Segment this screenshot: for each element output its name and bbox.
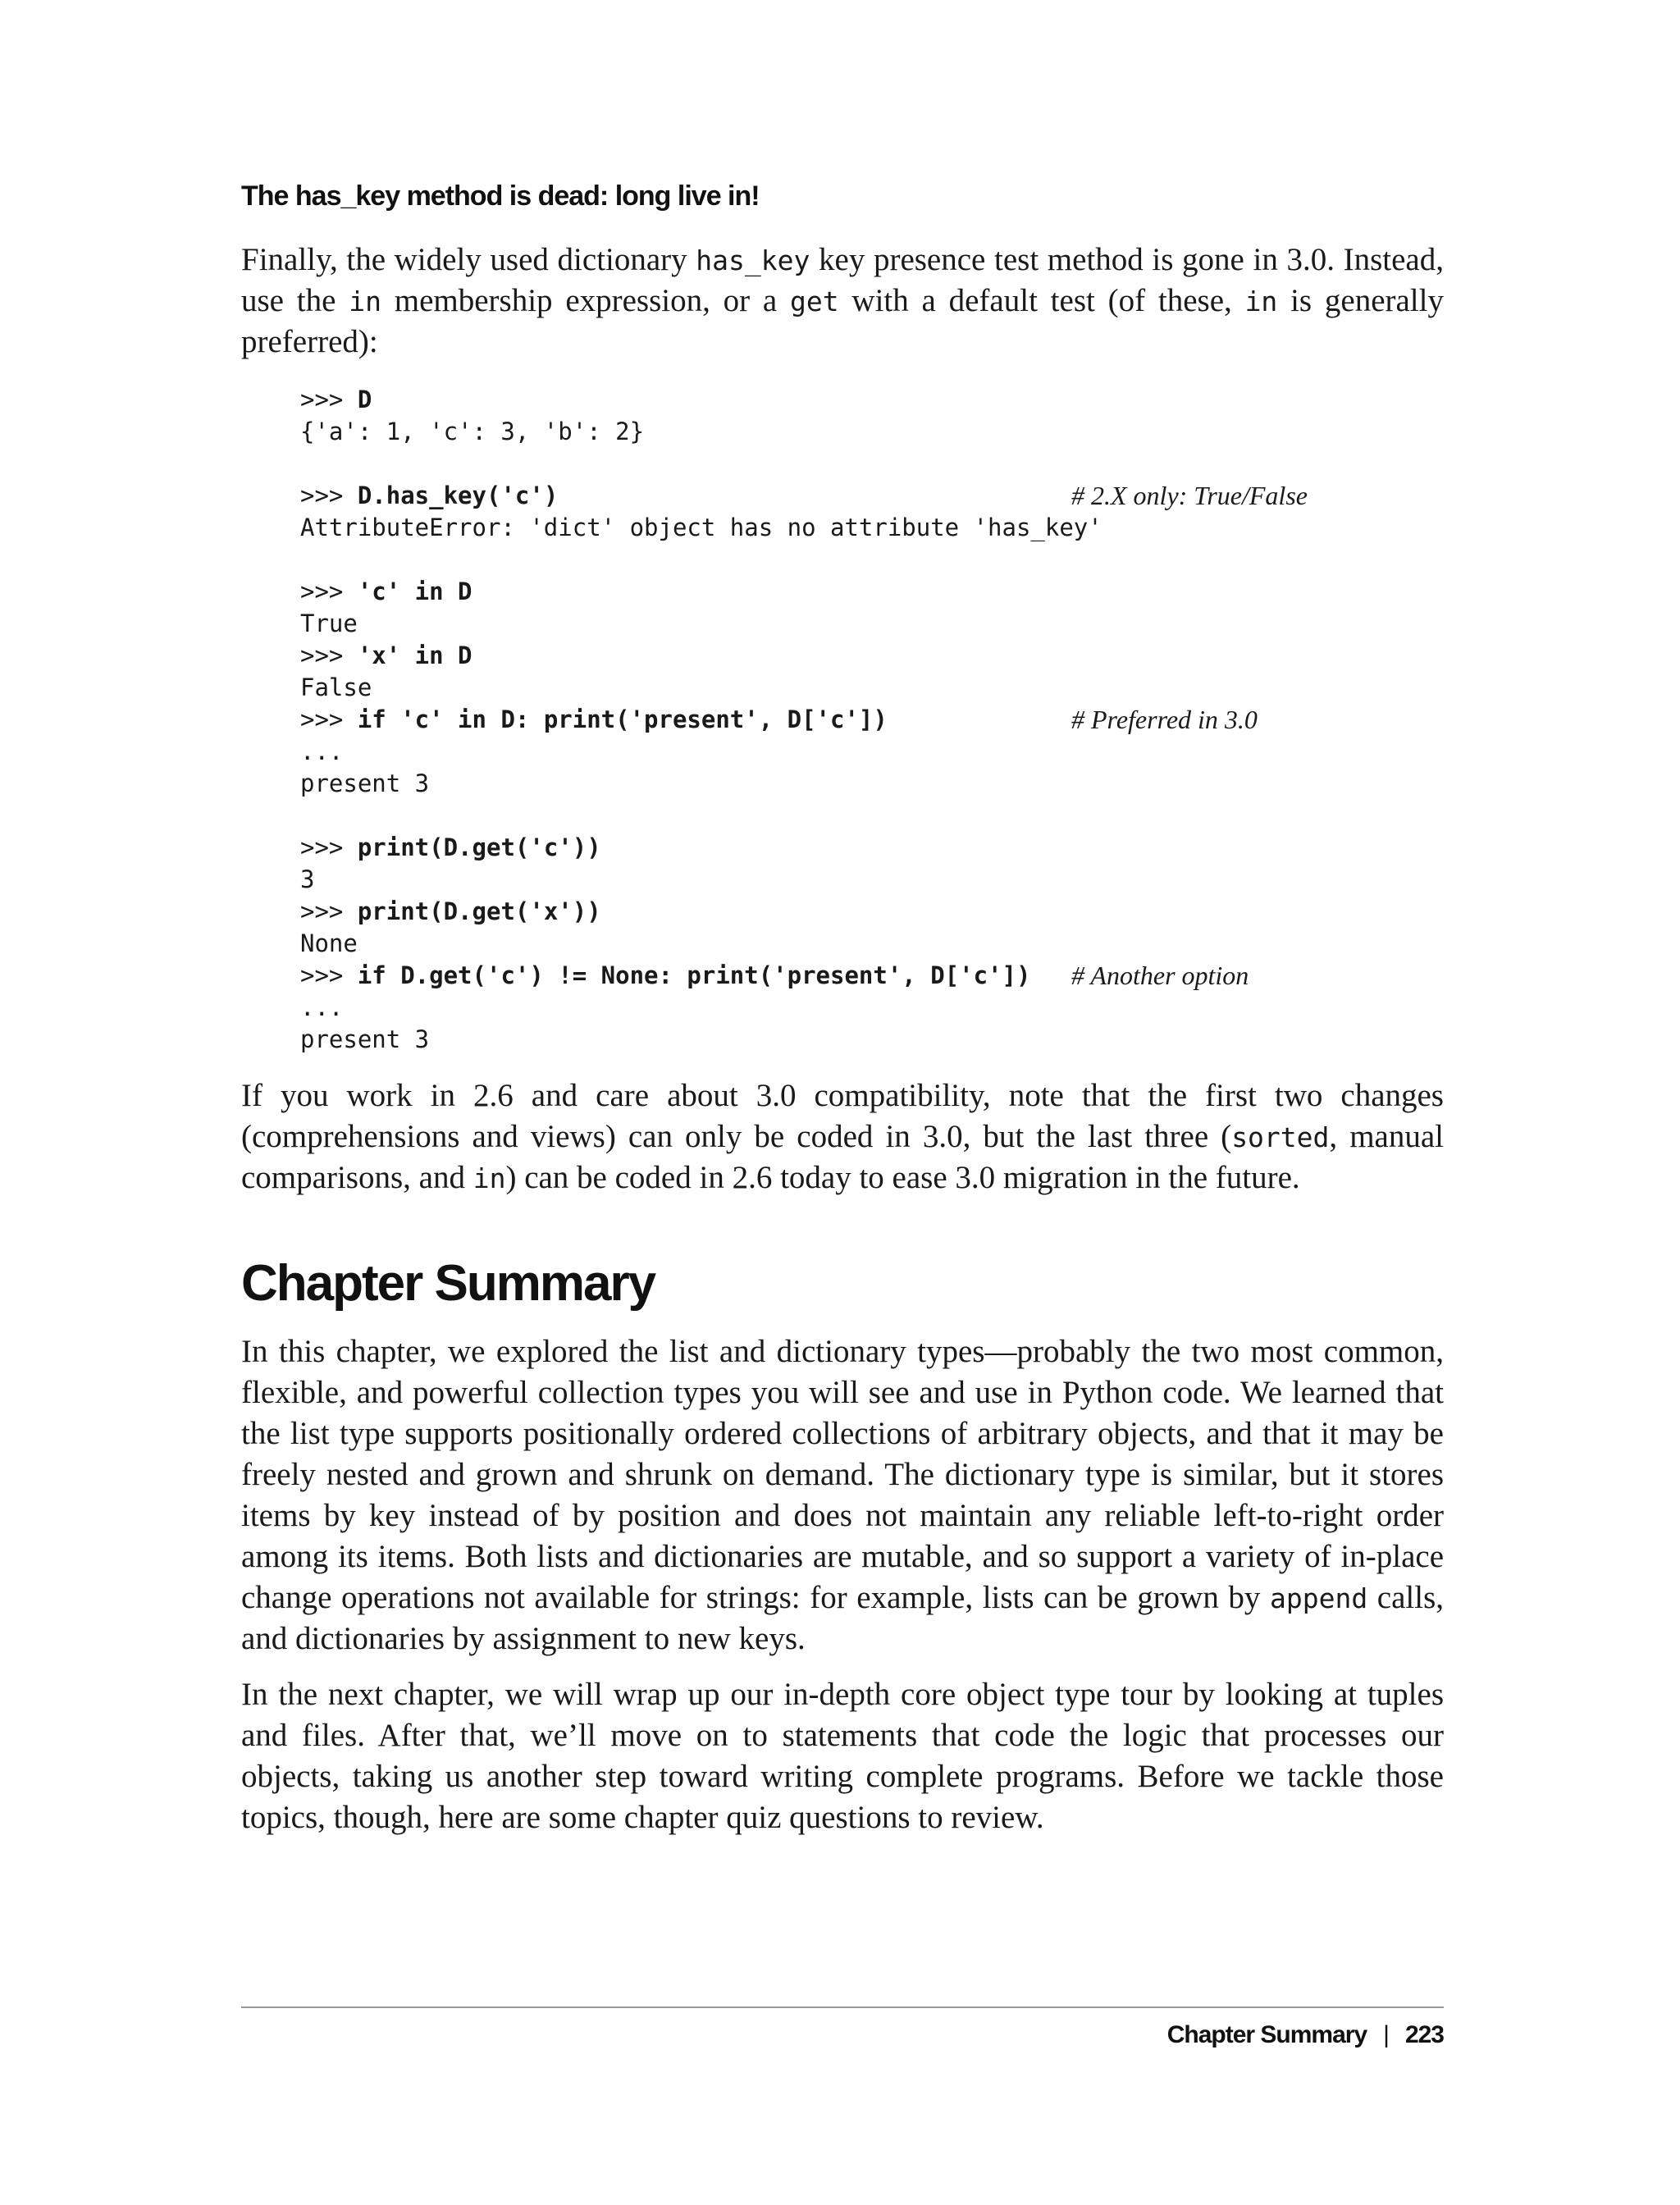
code-line bbox=[300, 640, 1444, 672]
code-line bbox=[300, 736, 1444, 768]
code-output: AttributeError: 'dict' object has no attribute 'has_key' bbox=[300, 514, 1102, 541]
footer-separator: | bbox=[1383, 2021, 1389, 2048]
text-run: If you work in 2.6 and care about 3.0 compatibility, note that the first two changes (comprehensions and views) can only be coded in 3.0, but the last three ( bbox=[241, 1078, 1444, 1154]
inline-code: has_key bbox=[696, 244, 810, 276]
text-run: with a default test (of these, bbox=[838, 283, 1245, 318]
code-output: 3 bbox=[300, 865, 315, 893]
code-prompt: >>> bbox=[300, 897, 358, 925]
text-run: membership expression, or a bbox=[381, 283, 791, 318]
code-prompt: >>> bbox=[300, 833, 358, 861]
code-line bbox=[300, 512, 1444, 544]
code-line bbox=[300, 1024, 1444, 1056]
code-input: print(D.get('x')) bbox=[357, 897, 601, 925]
code-prompt: >>> bbox=[300, 641, 358, 669]
code-input: 'c' in D bbox=[357, 578, 472, 605]
intro-paragraph bbox=[241, 240, 1444, 363]
code-input: 'x' in D bbox=[357, 641, 472, 669]
code-line bbox=[300, 896, 1444, 928]
code-line bbox=[300, 480, 1444, 512]
footer-section-name: Chapter Summary bbox=[1166, 2021, 1367, 2048]
code-blank-line bbox=[300, 800, 1444, 832]
text-run: ) can be coded in 2.6 today to ease 3.0 migration in the future. bbox=[505, 1160, 1300, 1195]
code-line bbox=[300, 832, 1444, 864]
code-input: D bbox=[357, 386, 372, 413]
code-blank-line bbox=[300, 544, 1444, 576]
inline-code: append bbox=[1270, 1582, 1368, 1614]
text-run: Finally, the widely used dictionary bbox=[241, 242, 696, 277]
code-block bbox=[300, 384, 1444, 1056]
code-prompt: >>> bbox=[300, 482, 358, 509]
summary-paragraph-1 bbox=[241, 1331, 1444, 1659]
text-run: , manual comparisons, and bbox=[241, 1119, 1444, 1195]
code-output: ... bbox=[300, 993, 344, 1021]
page-content bbox=[241, 176, 1444, 1838]
code-input: print(D.get('c')) bbox=[357, 833, 601, 861]
code-line bbox=[300, 416, 1444, 448]
text-run: key presence test method is gone in 3.0. Instead, use the bbox=[241, 242, 1444, 318]
code-line bbox=[300, 608, 1444, 640]
code-prompt: >>> bbox=[300, 961, 358, 989]
code-line bbox=[300, 864, 1444, 896]
code-output: True bbox=[300, 609, 358, 637]
code-line bbox=[300, 960, 1444, 992]
code-output: ... bbox=[300, 737, 344, 765]
code-prompt: >>> bbox=[300, 386, 358, 413]
inline-code: sorted bbox=[1231, 1121, 1330, 1153]
code-output: None bbox=[300, 929, 358, 957]
code-output: False bbox=[300, 673, 372, 701]
code-input: if D.get('c') != None: print('present', D['c']) bbox=[357, 961, 1031, 989]
footer-rule bbox=[241, 2006, 1444, 2008]
code-input: D.has_key('c') bbox=[357, 482, 559, 509]
code-blank-line bbox=[300, 448, 1444, 480]
code-output: {'a': 1, 'c': 3, 'b': 2} bbox=[300, 418, 645, 445]
code-prompt: >>> bbox=[300, 578, 358, 605]
inline-code: in bbox=[1244, 285, 1278, 317]
code-line bbox=[300, 576, 1444, 608]
code-comment: # 2.X only: True/False bbox=[1071, 481, 1308, 510]
text-run: is generally preferred): bbox=[241, 283, 1444, 359]
code-comment: # Preferred in 3.0 bbox=[1071, 705, 1258, 734]
code-line bbox=[300, 672, 1444, 704]
code-output: present 3 bbox=[300, 1025, 430, 1053]
page-number: 223 bbox=[1404, 2021, 1444, 2048]
chapter-summary-title: Chapter Summary bbox=[241, 1255, 655, 1312]
section-heading: The has_key method is dead: long live in! bbox=[241, 180, 760, 212]
compatibility-paragraph bbox=[241, 1075, 1444, 1198]
summary-paragraph-2 bbox=[241, 1674, 1444, 1838]
code-line bbox=[300, 704, 1444, 736]
code-line bbox=[300, 384, 1444, 416]
text-run: In the next chapter, we will wrap up our in-depth core object type tour by looking at tuples and files. After that, we’ll move on to statements that code the logic that processes our objects, taking us another step toward writing complete programs. Before we tackle those topics, though, here are some chapter quiz questions to review. bbox=[241, 1677, 1444, 1835]
code-input: if 'c' in D: print('present', D['c']) bbox=[357, 705, 888, 733]
code-output: present 3 bbox=[300, 769, 430, 797]
page-footer bbox=[1167, 2021, 1444, 2049]
inline-code: in bbox=[472, 1162, 506, 1194]
inline-code: in bbox=[349, 285, 381, 317]
text-run: In this chapter, we explored the list and dictionary types—probably the two most common, flexible, and powerful collection types you will see and use in Python code. We learned that the list type supports positionally ordered collections of arbitrary objects, and that it may be freely nested and grown and shrunk on demand. The dictionary type is similar, but it stores items by key instead of by position and does not maintain any reliable left-to-right order among its items. Both lists and dictionaries are mutable, and so support a variety of in-place change operations not available for strings: for example, lists can be grown by bbox=[241, 1334, 1444, 1615]
code-comment: # Another option bbox=[1071, 961, 1249, 990]
code-line bbox=[300, 928, 1444, 960]
text-run: calls, and dictionaries by assignment to new keys. bbox=[241, 1580, 1445, 1656]
code-line bbox=[300, 992, 1444, 1024]
inline-code: get bbox=[790, 285, 839, 317]
code-prompt: >>> bbox=[300, 705, 358, 733]
code-line bbox=[300, 768, 1444, 800]
